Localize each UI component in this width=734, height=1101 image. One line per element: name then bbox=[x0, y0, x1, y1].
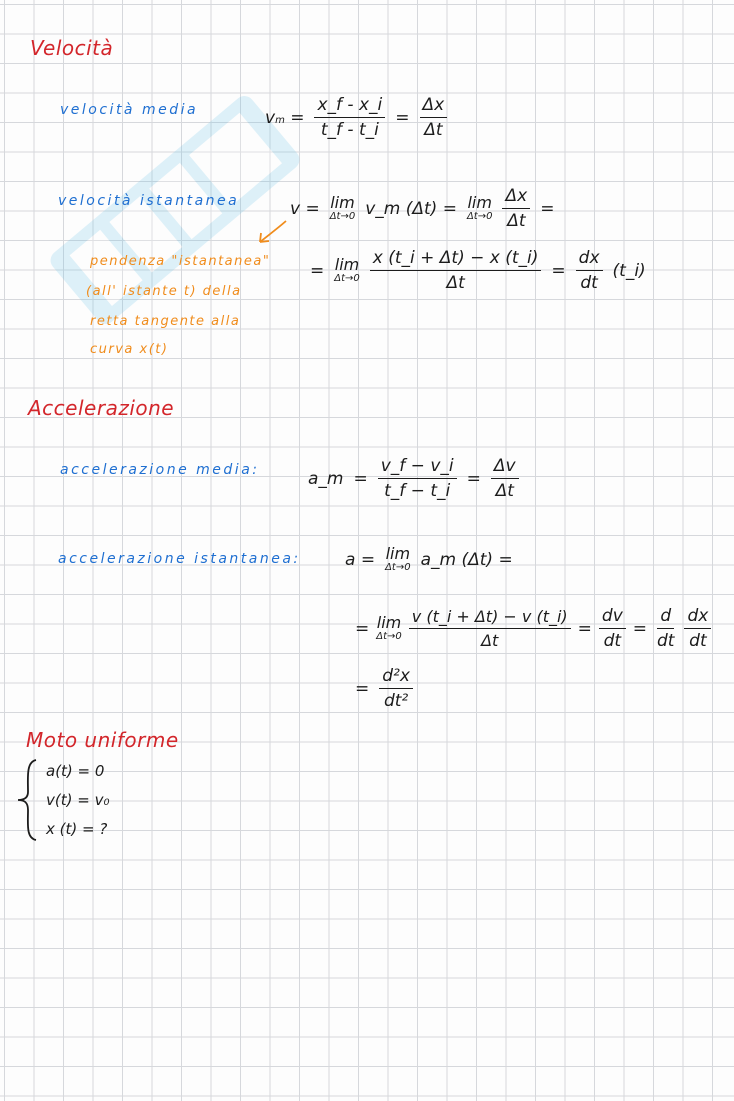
formula-velocita-istantanea-2: = lim Δt→0 $\frac{x (t\_i + \Delta t) - x (t\_i)}{\Delta t}$ = $\frac{dx}{dt}$ (t_i) bbox=[310, 248, 646, 293]
heading-moto-uniforme: Moto uniforme bbox=[26, 728, 179, 752]
system-line-1: a(t) = 0 bbox=[46, 762, 105, 780]
formula-velocita-istantanea: v = lim Δt→0 v_m (Δt) = lim Δt→0 $\frac{\Delta x}{\Delta t}$ = bbox=[290, 186, 555, 231]
arrow-icon bbox=[250, 218, 290, 248]
annotation-line-4: curva x(t) bbox=[90, 342, 169, 357]
formula-accelerazione-istantanea-3: = $\frac{\text{d²x}}{\text{dt²}}$ bbox=[355, 666, 413, 711]
heading-velocita: Velocità bbox=[30, 36, 114, 60]
annotation-line-1: pendenza "istantanea" bbox=[90, 254, 271, 269]
annotation-line-2: (all' istante t) della bbox=[86, 284, 242, 299]
label-velocita-istantanea: velocità istantanea bbox=[58, 193, 240, 209]
formula-accelerazione-media: a_m = $\frac{v\_f - v\_i}{t\_f - t\_i}$ = $\frac{\Delta v}{\Delta t}$ bbox=[308, 456, 519, 501]
formula-accelerazione-istantanea: a = lim Δt→0 a_m (Δt) = bbox=[345, 544, 513, 573]
heading-accelerazione: Accelerazione bbox=[28, 396, 175, 420]
label-velocita-media: velocità media bbox=[60, 102, 199, 118]
label-accelerazione-media: accelerazione media: bbox=[60, 462, 260, 478]
annotation-line-3: retta tangente alla bbox=[90, 314, 241, 329]
formula-velocita-media: vm = $\frac{x\_f - x\_i}{t\_f - t\_i}$ = $\frac{\Delta x}{\Delta t}$ bbox=[265, 95, 447, 140]
brace-icon bbox=[14, 758, 40, 842]
system-line-3: x (t) = ? bbox=[46, 820, 108, 838]
formula-accelerazione-istantanea-2: = lim Δt→0 $\frac{v (t\_i + \Delta t) - v (t\_i)}{\Delta t}$ = $\frac{dv}{dt}$ = $\frac{d}{dt}$ $\frac{dx}{dt}$ bbox=[355, 606, 711, 651]
system-line-2: v(t) = v₀ bbox=[46, 791, 110, 809]
label-accelerazione-istantanea: accelerazione istantanea: bbox=[58, 551, 301, 567]
